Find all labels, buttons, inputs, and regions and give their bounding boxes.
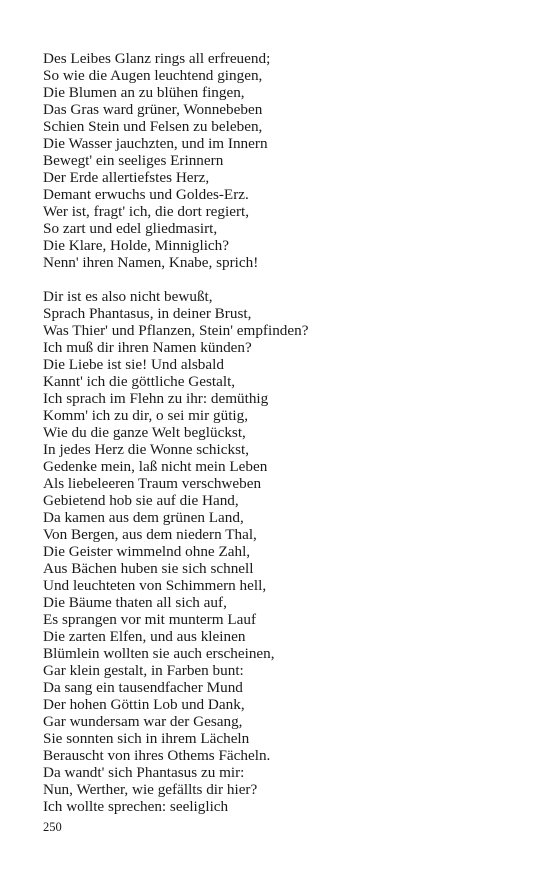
page-number: 250 — [43, 820, 62, 834]
poem-line: Aus Bächen huben sie sich schnell — [43, 559, 254, 577]
poem-line: Ich wollte sprechen: seeliglich — [43, 797, 229, 815]
poem-line: Gedenke mein, laß nicht mein Leben — [43, 457, 268, 475]
poem-line: Des Leibes Glanz rings all erfreuend; — [43, 50, 271, 67]
poem-line: Dir ist es also nicht bewußt, — [43, 287, 213, 305]
stanza-2 — [43, 288, 523, 815]
poem-line: Die Bäume thaten all sich auf, — [43, 593, 227, 611]
poem-line: Nun, Werther, wie gefällts dir hier? — [43, 780, 258, 798]
poem-text — [43, 50, 523, 815]
poem-line: Das Gras ward grüner, Wonnebeben — [43, 101, 263, 118]
poem-line: Blümlein wollten sie auch erscheinen, — [43, 644, 275, 662]
poem-line: Die Geister wimmelnd ohne Zahl, — [43, 542, 251, 560]
poem-line: Von Bergen, aus dem niedern Thal, — [43, 525, 257, 543]
poem-line: Nenn' ihren Namen, Knabe, sprich! — [43, 254, 259, 271]
poem-line: Kannt' ich die göttliche Gestalt, — [43, 372, 236, 390]
poem-line: Wer ist, fragt' ich, die dort regiert, — [43, 203, 250, 220]
poem-line: Gebietend hob sie auf die Hand, — [43, 491, 239, 509]
poem-line: Der Erde allertiefstes Herz, — [43, 169, 210, 186]
poem-line: Gar klein gestalt, in Farben bunt: — [43, 661, 244, 679]
poem-line: In jedes Herz die Wonne schickst, — [43, 440, 249, 458]
poem-line: Schien Stein und Felsen zu beleben, — [43, 118, 263, 135]
poem-line: Berauscht von ihres Othems Fächeln. — [43, 746, 271, 764]
poem-line: Wie du die ganze Welt beglückst, — [43, 423, 246, 441]
poem-line: Gar wundersam war der Gesang, — [43, 712, 243, 730]
poem-line: Ich muß dir ihren Namen künden? — [43, 338, 252, 356]
poem-line: Bewegt' ein seeliges Erinnern — [43, 152, 224, 169]
poem-line: Als liebeleeren Traum verschweben — [43, 474, 262, 492]
poem-line: Sprach Phantasus, in deiner Brust, — [43, 304, 252, 322]
poem-line: Komm' ich zu dir, o sei mir gütig, — [43, 406, 249, 424]
stanza-1 — [43, 50, 523, 271]
poem-line: So zart und edel gliedmasirt, — [43, 220, 218, 237]
poem-line: Da sang ein tausendfacher Mund — [43, 678, 243, 696]
poem-line: Die zarten Elfen, und aus kleinen — [43, 627, 246, 645]
poem-line: Sie sonnten sich in ihrem Lächeln — [43, 729, 250, 747]
poem-line: Die Liebe ist sie! Und alsbald — [43, 355, 224, 373]
poem-line: Was Thier' und Pflanzen, Stein' empfinden? — [43, 321, 309, 339]
poem-line: Es sprangen vor mit munterm Lauf — [43, 610, 256, 628]
poem-line: Die Wasser jauchzten, und im Innern — [43, 135, 268, 152]
poem-line: Demant erwuchs und Goldes-Erz. — [43, 186, 249, 203]
poem-line: Ich sprach im Flehn zu ihr: demüthig — [43, 389, 269, 407]
poem-line: Da wandt' sich Phantasus zu mir: — [43, 763, 245, 781]
poem-line: Der hohen Göttin Lob und Dank, — [43, 695, 245, 713]
poem-line: Die Klare, Holde, Minniglich? — [43, 237, 229, 254]
poem-line: So wie die Augen leuchtend gingen, — [43, 67, 263, 84]
poem-line: Die Blumen an zu blühen fingen, — [43, 84, 245, 101]
poem-line: Da kamen aus dem grünen Land, — [43, 508, 244, 526]
poem-line: Und leuchteten von Schimmern hell, — [43, 576, 267, 594]
